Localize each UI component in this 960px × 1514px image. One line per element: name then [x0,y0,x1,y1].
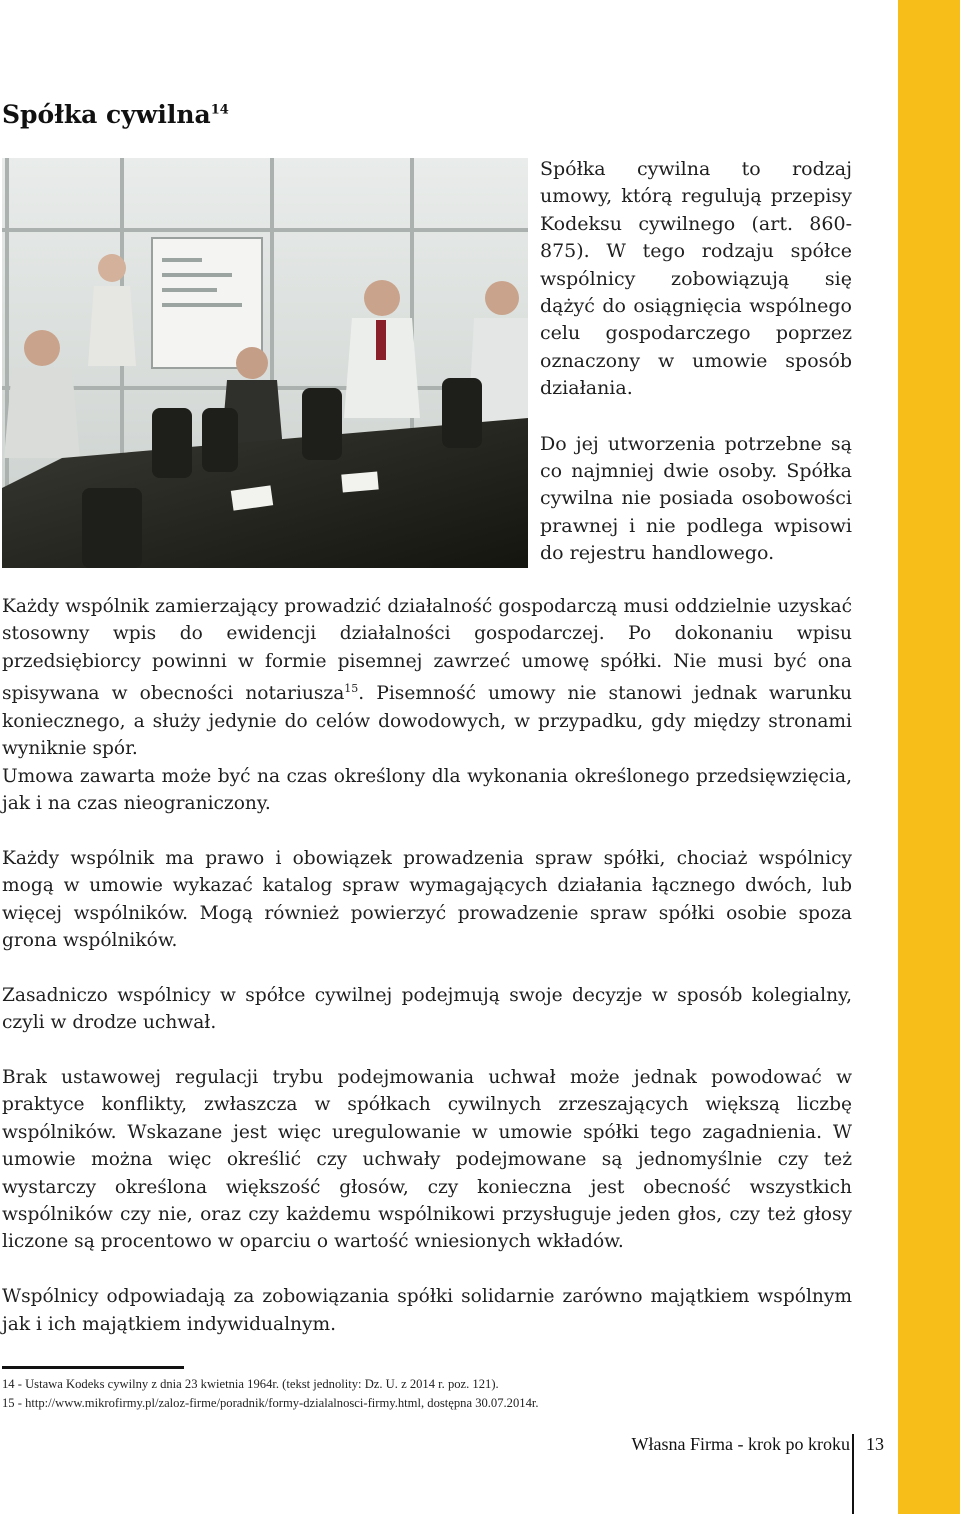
footnote-14: 14 - Ustawa Kodeks cywilny z dnia 23 kwietnia 1964r. (tekst jednolity: Dz. U. z 2014 r. poz. 121). [2,1377,499,1391]
footnote-ref-15: 15 [344,682,359,696]
meeting-room-photo-illustration [2,158,528,568]
body-paragraph-2: Każdy wspólnik ma prawo i obowiązek prowadzenia spraw spółki, chociaż wspólnicy mogą w umowie wykazać katalog spraw wymagających działania łącznego dwóch, lub więcej wspólników. Mogą również powierzyć prowadzenie spraw spółki osobie spoza grona wspólników. [2,847,852,952]
body-text [2,593,852,1365]
page-title-text: Spółka cywilna [2,100,211,129]
body-paragraph-1-end: . Pisemność umowy nie stanowi jednak warunku koniecznego, a służy jedynie do celów dowodowych, w przypadku, gdy między stronami wyniknie spór. [2,683,852,760]
page-number: 13 [866,1434,884,1454]
body-paragraph-4: Brak ustawowej regulacji trybu podejmowania uchwał może jednak powodować w praktyce konflikty, zwłaszcza w spółkach cywilnych zrzeszających większą liczbę wspólników. Wskazane jest więc uregulowanie w umowie spółki tego zagadnienia. W umowie można więc określić czy uchwały podejmowane są jednomyślnie czy też wystarczy określona większość głosów, czy konieczna jest obecność wszystkich wspólników czy nie, oraz czy każdemu wspólnikowi przysługuje jeden głos, czy też głosy liczone są procentowo w oparciu o wartość wniesionych wkładów. [2,1067,852,1253]
footnote-15: 15 - http://www.mikrofirmy.pl/zaloz-firme/poradnik/formy-dzialalnosci-firmy.html, dostępna 30.07.2014r. [2,1396,539,1410]
body-paragraph-1 [2,593,852,763]
footnotes [2,1375,852,1413]
body-paragraph-3: Zasadniczo wspólnicy w spółce cywilnej podejmują swoje decyzje w sposób kolegialny, czyli w drodze uchwał. [2,984,852,1034]
title-footnote-ref: 14 [210,102,229,118]
meeting-room-photo [2,158,528,568]
body-paragraph-1b: Umowa zawarta może być na czas określony dla wykonania określonego przedsięwzięcia, jak i na czas nieograniczony. [2,765,852,815]
footer-divider [852,1434,854,1514]
footnote-divider [2,1366,184,1369]
accent-bar [898,0,960,1514]
publication-title: Własna Firma - krok po kroku [631,1434,850,1454]
intro-paragraph-1: Spółka cywilna to rodzaj umowy, którą regulują przepisy Kodeksu cywilnego (art. 860-875). W tego rodzaju spółce wspólnicy zobowiązują się dążyć do osiągnięcia wspólnego celu gospodarczego poprzez oznaczony w umowie sposób działania. [540,158,852,400]
body-paragraph-5: Wspólnicy odpowiadają za zobowiązania spółki solidarnie zarówno majątkiem wspólnym jak i ich majątkiem indywidualnym. [2,1286,852,1335]
page-title [2,100,229,129]
body-paragraph-1-start: Każdy wspólnik zamierzający prowadzić działalność gospodarczą musi oddzielnie uzyskać stosowny wpis do ewidencji działalności gospodarczej. Po dokonaniu wpisu przedsiębiorcy powinni w formie pisemnej zawrzeć umowę spółki. Nie musi być ona spisywana w obecności notariusza [2,596,852,705]
intro-text [540,156,852,568]
intro-paragraph-2: Do jej utworzenia potrzebne są co najmniej dwie osoby. Spółka cywilna nie posiada osobowości prawnej i nie podlega wpisowi do rejestru handlowego. [540,432,852,565]
